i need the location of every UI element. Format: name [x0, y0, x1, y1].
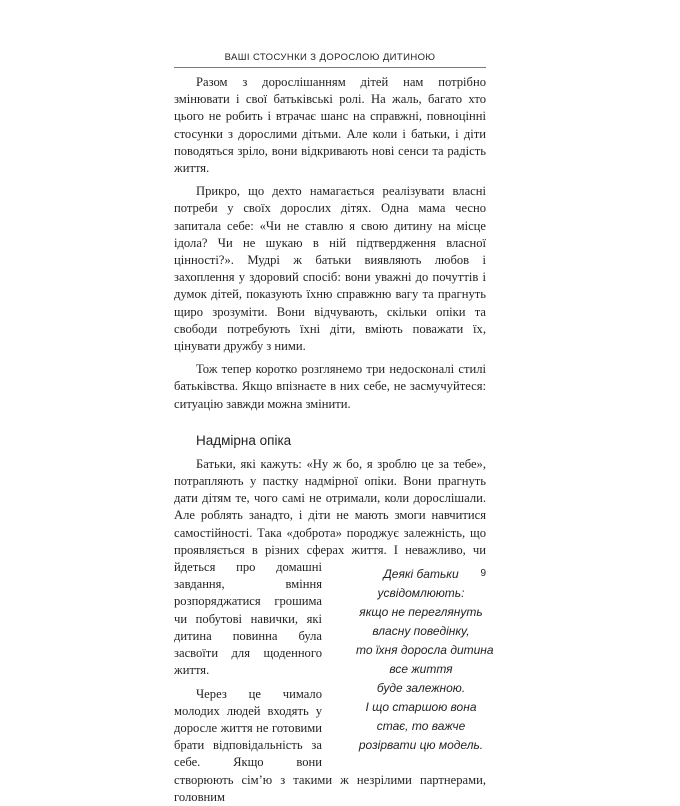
section-paragraph-text: Батьки, які кажуть: «Ну ж бо, я зроблю це за тебе», потрапляють у пастку надмірної опіки. Вони прагнуть дати дітям те, чого самі не отримали, коли дорослішали. Але роблять занадто, і діти не мають змоги навчитися самостійності. Така «доброта» породжує залежність, що проявляється в різних сферах життя. [174, 456, 486, 557]
pull-quote-line: розірвати цю модель. [358, 738, 484, 753]
section-paragraph-text: І неважливо, чи йдеться про домашні завдання, вміння розпоряджатися грошима чи побутові навички, які дитина повинна була засвоїти для щоденного життя. [174, 542, 486, 678]
body-paragraph: Тож тепер коротко розглянемо три недосконалі стилі батьківства. Якщо впізнаєте в них себе, не засмучуйтеся: ситуацію завжди можна змінити. [174, 362, 486, 411]
pull-quote-line: власну поведінку, [372, 624, 470, 639]
pull-quote-line: І що старшою вона [365, 700, 477, 715]
pull-quote [334, 565, 494, 755]
section-paragraph: Через це чимало молодих людей входять у доросле життя не готовими брати відповідальність за себе. Якщо вони створюють сім’ю з такими ж незрілими партнерами, головним [174, 686, 486, 804]
running-head: ВАШІ СТОСУНКИ З ДОРОСЛОЮ ДИТИНОЮ [224, 52, 436, 63]
pull-quote-line: буде залежною. [376, 681, 466, 696]
body-paragraph: Прикро, що дехто намагається реалізувати власні потреби у своїх дорослих дітях. Одна мама чесно запитала себе: «Чи не ставлю я свою дитину на місце ідола? Чи не шукаю в ній підтвердження власної цінності?». Мудрі ж батьки виявляють любов і захоплення у здоровий спосіб: вони уважні до почуттів і думок дітей, показують їхню справжню вагу та прагнуть щиро зрозуміти. Вони відчувають, скільки опіки та свободи потребують їхні діти, вміють поважати їх, цінувати дружбу з ними. [174, 184, 486, 354]
page-number: 9 [480, 568, 486, 579]
body-text [174, 74, 494, 806]
body-paragraph: Разом з дорослішанням дітей нам потрібно змінювати і свої батьківські ролі. На жаль, багато хто цього не робить і втрачає шанс на справжні, повноцінні стосунки з дорослими дітьми. Але коли і батьки, і діти поводяться зріло, вони відкривають нові сенси та радість життя. [174, 75, 486, 176]
pull-quote-line: все життя [389, 662, 453, 677]
pull-quote-line: якщо не переглянуть [359, 605, 483, 620]
pull-quote-line: Деякі батьки [383, 567, 459, 582]
header-divider [174, 67, 486, 68]
section-heading: Надмірна опіка [196, 432, 292, 448]
pull-quote-line: усвідомлюють: [377, 586, 465, 601]
pull-quote-line: стає, то важче [376, 719, 466, 734]
pull-quote-line: то їхня доросла дитина [356, 643, 494, 658]
